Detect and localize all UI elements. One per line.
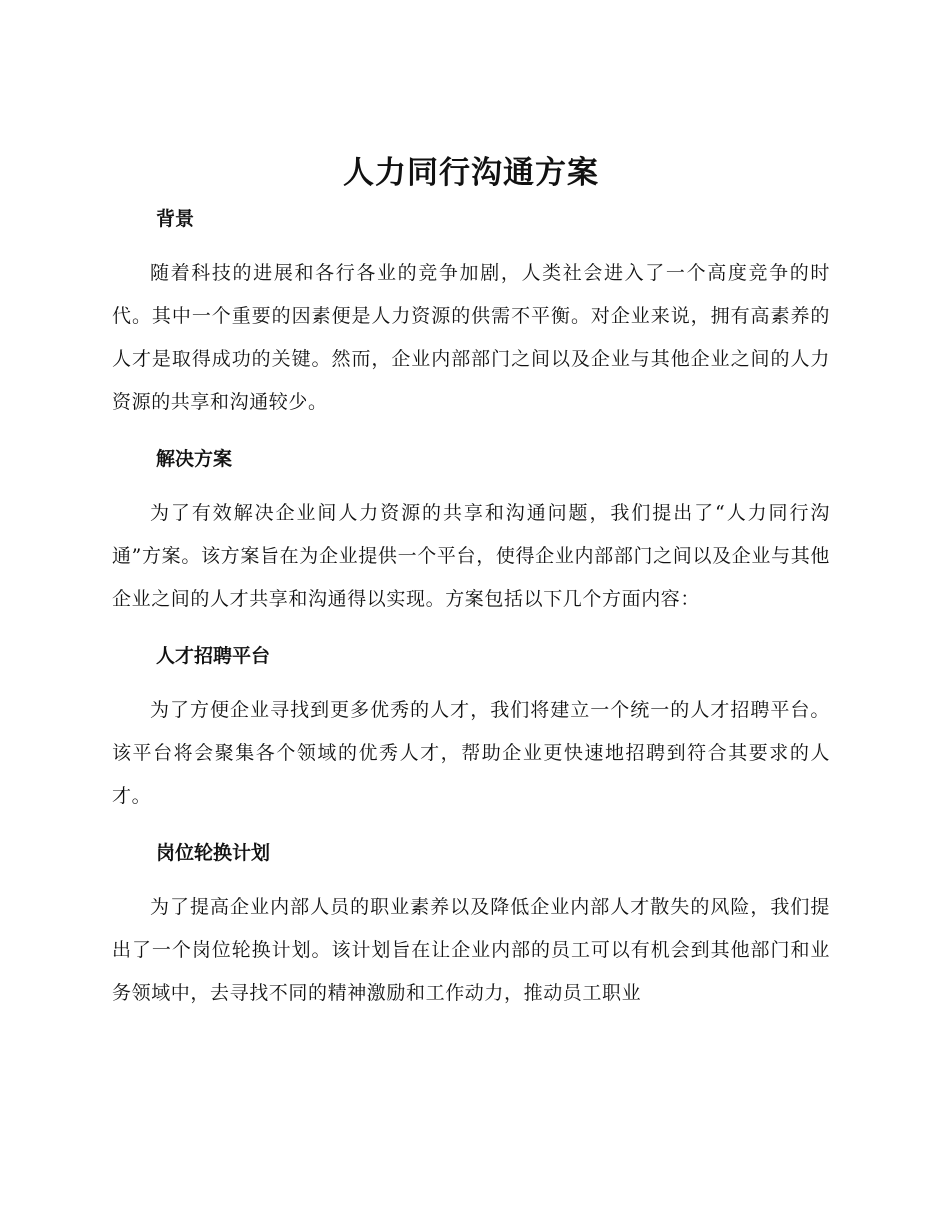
section-recruitment-platform [112,643,830,818]
document-title: 人力同行沟通方案 [343,155,599,191]
section-heading: 背景 [156,208,195,230]
section-paragraph: 为了有效解决企业间人力资源的共享和沟通问题，我们提出了“人力同行沟通”方案。该方案旨在为企业提供一个平台，使得企业内部部门之间以及企业与其他企业之间的人才共享和沟通得以实现。方案包括以下几个方面内容： [112,502,830,610]
section-heading: 人才招聘平台 [156,645,271,667]
section-paragraph: 为了提高企业内部人员的职业素养以及降低企业内部人才散失的风险，我们提出了一个岗位轮换计划。该计划旨在让企业内部的员工可以有机会到其他部门和业务领域中，去寻找不同的精神激励和工作动力，推动员工职业 [112,896,830,1004]
section-heading: 解决方案 [156,448,233,470]
document-content [112,150,830,1015]
section-paragraph: 随着科技的进展和各行各业的竞争加剧，人类社会进入了一个高度竞争的时代。其中一个重要的因素便是人力资源的供需不平衡。对企业来说，拥有高素养的人才是取得成功的关键。然而，企业内部部门之间以及企业与其他企业之间的人力资源的共享和沟通较少。 [112,262,830,413]
section-solution [112,446,830,621]
section-paragraph: 为了方便企业寻找到更多优秀的人才，我们将建立一个统一的人才招聘平台。该平台将会聚集各个领域的优秀人才，帮助企业更快速地招聘到符合其要求的人才。 [112,699,830,807]
section-heading: 岗位轮换计划 [156,842,271,864]
section-job-rotation [112,840,830,1015]
section-background [112,206,830,424]
